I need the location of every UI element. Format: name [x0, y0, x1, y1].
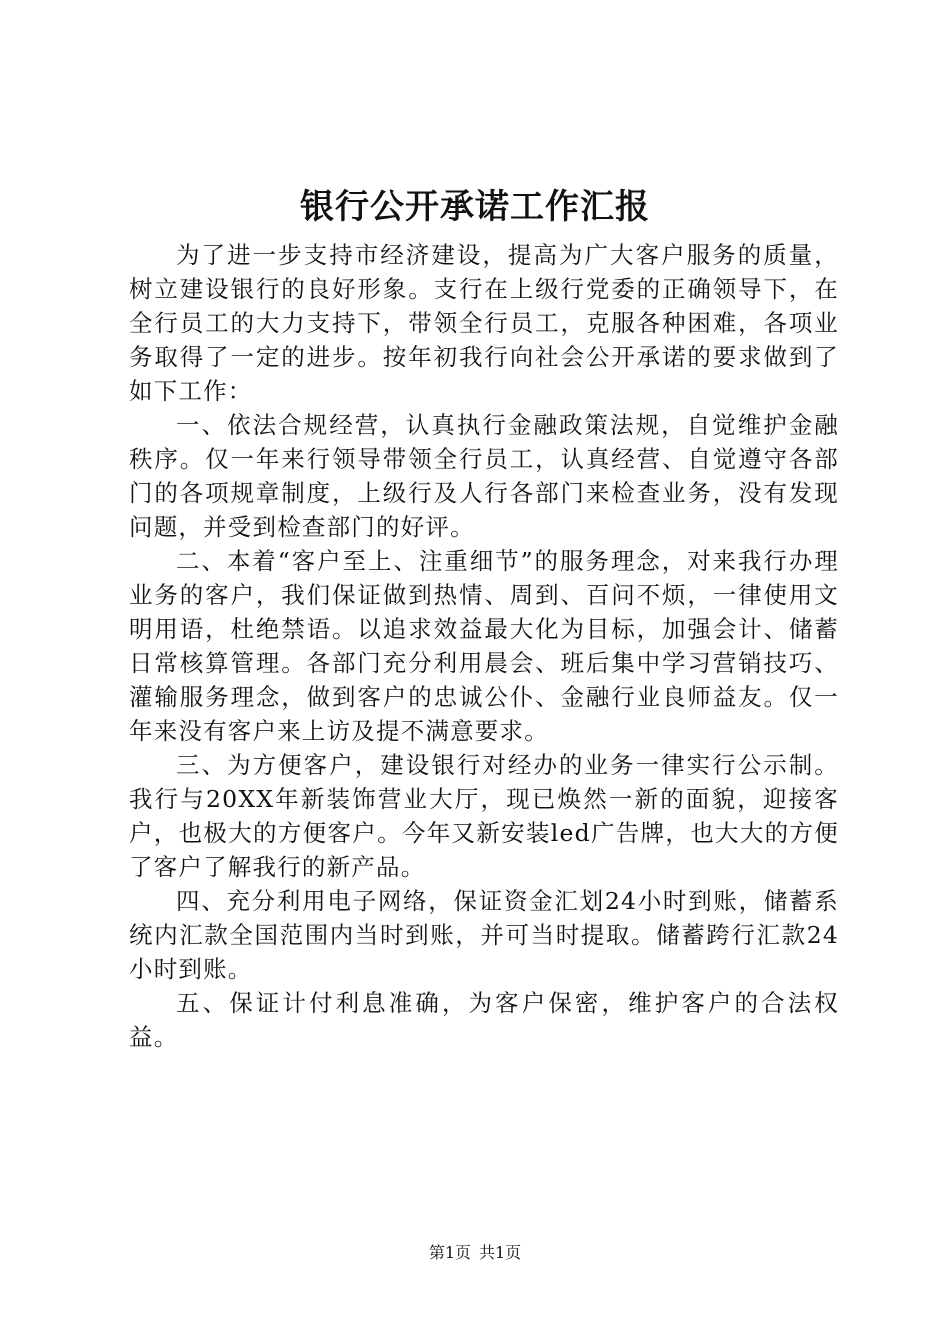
paragraph-intro: 为了进一步支持市经济建设，提高为广大客户服务的质量，树立建设银行的良好形象。支行在上级行党委的正确领导下，在全行员工的大力支持下，带领全行员工，克服各种困难，各项业务取得了一定的进步。按年初我行向社会公开承诺的要求做到了如下工作：: [129, 241, 839, 405]
paragraph-item-1: 一、依法合规经营，认真执行金融政策法规，自觉维护金融秩序。仅一年来行领导带领全行员工，认真经营、自觉遵守各部门的各项规章制度，上级行及人行各部门来检查业务，没有发现问题，并受到检查部门的好评。: [129, 411, 839, 541]
page-footer: [0, 1241, 950, 1265]
paragraph-item-2: 二、本着“客户至上、注重细节”的服务理念，对来我行办理业务的客户，我们保证做到热情、周到、百问不烦，一律使用文明用语，杜绝禁语。以追求效益最大化为目标，加强会计、储蓄日常核算管理。各部门充分利用晨会、班后集中学习营销技巧、灌输服务理念，做到客户的忠诚公仆、金融行业良师益友。仅一年来没有客户来上访及提不满意要求。: [129, 547, 839, 745]
page-number: 第1页: [428, 1243, 471, 1262]
page-total: 共1页: [479, 1243, 522, 1262]
paragraph-item-5: 五、保证计付利息准确，为客户保密，维护客户的合法权益。: [129, 989, 839, 1051]
paragraph-item-3: 三、为方便客户，建设银行对经办的业务一律实行公示制。我行与20XX年新装饰营业大厅，现已焕然一新的面貌，迎接客户，也极大的方便客户。今年又新安装led广告牌，也大大的方便了客户了解我行的新产品。: [129, 751, 839, 881]
document-title: 银行公开承诺工作汇报: [300, 187, 650, 227]
paragraph-item-4: 四、充分利用电子网络，保证资金汇划24小时到账，储蓄系统内汇款全国范围内当时到账，并可当时提取。储蓄跨行汇款24小时到账。: [129, 887, 839, 983]
document-body: [129, 238, 839, 1054]
